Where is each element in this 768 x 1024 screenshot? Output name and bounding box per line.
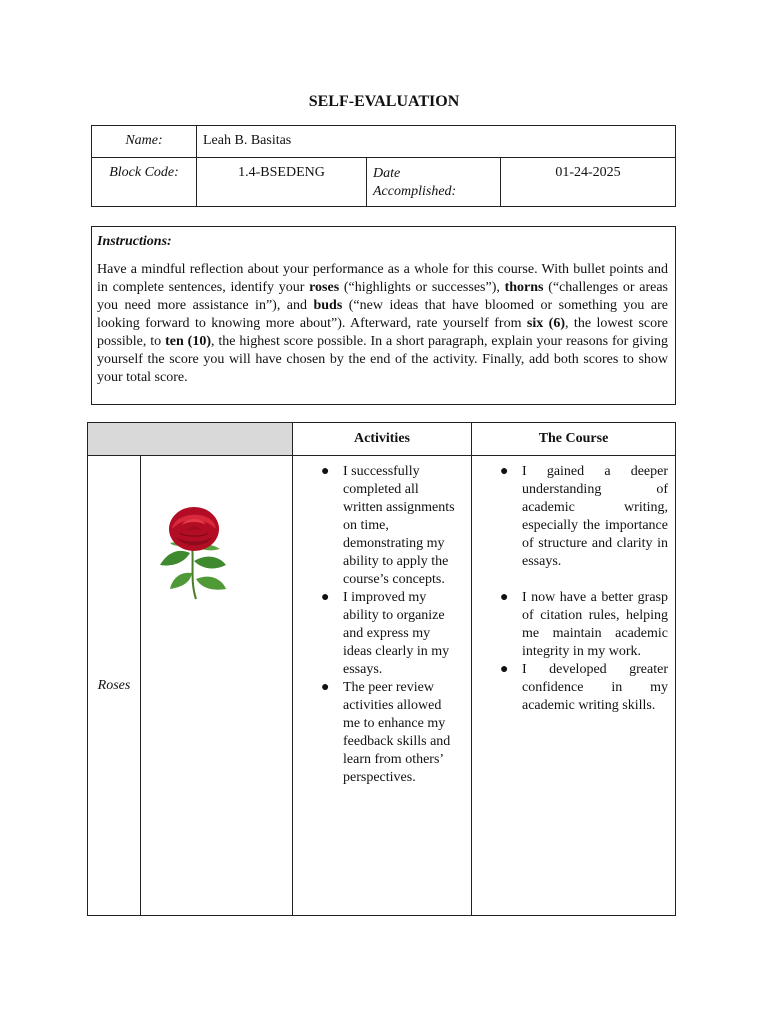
instructions-box — [91, 226, 676, 405]
page-title: SELF-EVALUATION — [308, 93, 460, 110]
instructions-segment: (“highlights or successes”), — [339, 280, 505, 295]
divider — [471, 423, 472, 915]
block-code-label: Block Code: — [109, 165, 179, 180]
divider — [92, 157, 675, 158]
instructions-bold-ten: ten (10) — [165, 334, 211, 349]
instructions-bold-roses: roses — [309, 280, 340, 295]
bullet-icon: ● — [321, 680, 330, 695]
bullet-icon: ● — [500, 590, 509, 605]
column-header-course: The Course — [538, 431, 609, 446]
activities-list — [321, 463, 461, 787]
list-item-text: I successfully completed all written assignments on time, demonstrating my ability to apply the course’s concepts. — [343, 464, 455, 587]
date-label — [373, 165, 456, 201]
instructions-text — [97, 261, 668, 387]
instructions-segment: (“challenges or areas you need more assistance in”), and — [97, 280, 668, 313]
course-list — [500, 463, 668, 715]
instructions-bold-six: six (6) — [526, 316, 565, 331]
list-item-text: I gained a deeper understanding of academic writing, especially the importance of structure and clarity in essays. — [522, 464, 668, 569]
divider — [88, 455, 675, 456]
instructions-heading: Instructions: — [97, 234, 172, 249]
date-label-line-1: Date — [373, 166, 401, 181]
row-label-roses: Roses — [97, 678, 131, 693]
name-value: Leah B. Basitas — [203, 133, 292, 148]
list-item — [500, 589, 668, 661]
divider — [292, 423, 293, 915]
divider — [140, 456, 141, 915]
list-item-text: I now have a better grasp of citation rules, helping me maintain academic integrity in my work. — [522, 590, 668, 659]
instructions-segment: , the highest score possible. In a short paragraph, explain your reasons for giving yourself the score you will have chosen by the end of the activity. Finally, add both scores to show your total score. — [97, 334, 668, 385]
date-value: 01-24-2025 — [555, 165, 621, 180]
column-header-activities: Activities — [354, 431, 410, 446]
instructions-bold-thorns: thorns — [504, 280, 544, 295]
list-item — [321, 589, 461, 679]
rose-icon — [154, 503, 234, 603]
divider — [366, 157, 367, 206]
list-item-text: I developed greater confidence in my academic writing skills. — [522, 662, 668, 713]
instructions-bold-buds: buds — [313, 298, 343, 313]
details-table — [91, 125, 676, 207]
list-item — [500, 463, 668, 571]
block-code-value: 1.4-BSEDENG — [238, 165, 325, 180]
list-item — [321, 679, 461, 787]
instructions-segment: Have a mindful reflection about your performance as a whole for this course. With bullet points and in complete sentences, identify your — [97, 262, 668, 295]
date-label-line-2: Accomplished: — [373, 184, 457, 199]
list-item — [321, 463, 461, 589]
list-item-text: The peer review activities allowed me to enhance my feedback skills and learn from others’ perspectives. — [343, 680, 451, 785]
name-label: Name: — [125, 133, 163, 148]
list-item-text: I improved my ability to organize and express my ideas clearly in my essays. — [343, 590, 450, 677]
header-shade-cell — [88, 423, 292, 455]
rose-icon — [154, 503, 234, 603]
bullet-icon: ● — [500, 464, 509, 479]
bullet-icon: ● — [321, 464, 330, 479]
bullet-icon: ● — [500, 662, 509, 677]
instructions-segment: (“new ideas that have bloomed or something you are looking forward to knowing more about”). Afterward, rate yourself from — [97, 298, 668, 331]
bullet-icon: ● — [321, 590, 330, 605]
list-item — [500, 661, 668, 715]
instructions-segment: , the lowest score possible, to — [97, 316, 668, 349]
roses-table — [87, 422, 676, 916]
